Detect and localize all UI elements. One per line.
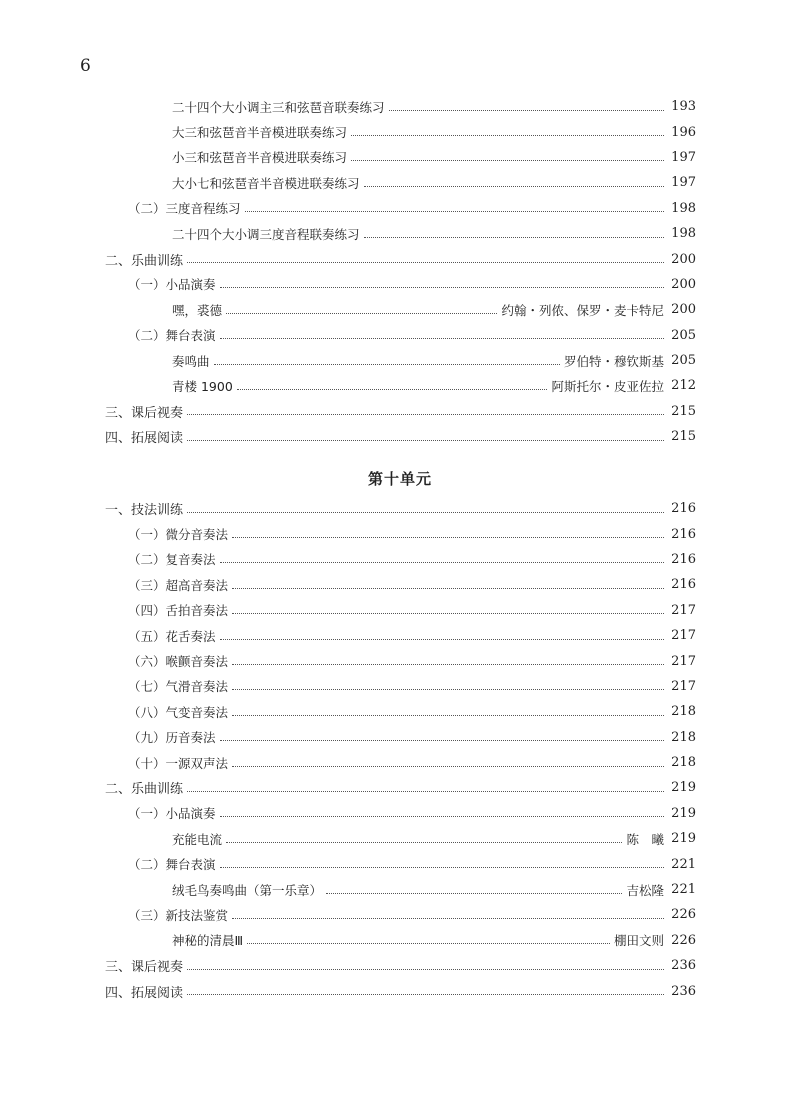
toc-entry-author: 约翰・列侬、保罗・麦卡特尼	[501, 301, 668, 319]
dot-leader	[232, 688, 664, 690]
toc-entry	[0, 877, 800, 902]
toc-entry-page: 226	[671, 932, 696, 948]
dot-leader	[247, 942, 610, 944]
toc-entry-author: 陈 曦	[626, 830, 668, 848]
toc-entry-title: （八）气变音奏法	[128, 704, 229, 720]
dot-leader	[220, 638, 664, 640]
dot-leader	[226, 312, 497, 314]
dot-leader	[220, 866, 664, 868]
toc-entry-title: 三、课后视奏	[105, 960, 184, 976]
toc-entry	[0, 699, 800, 724]
toc-entry	[0, 902, 800, 927]
toc-entry-page: 198	[671, 226, 696, 242]
toc-entry-page: 221	[671, 856, 696, 872]
toc-entry-title: 嘿，裘德	[172, 302, 223, 318]
toc-entry	[0, 94, 800, 119]
toc-entry-title: （三）超高音奏法	[128, 577, 229, 593]
dot-leader	[351, 134, 664, 136]
toc-entry-title: （六）喉颤音奏法	[128, 654, 229, 670]
toc-entry-title: （四）舌拍音奏法	[128, 603, 229, 619]
toc-entry-title: （三）新技法鉴赏	[128, 907, 229, 923]
dot-leader	[232, 765, 664, 767]
toc-entry-title: （七）气滑音奏法	[128, 679, 229, 695]
dot-leader	[220, 815, 664, 817]
toc-entry-page: 196	[671, 124, 696, 140]
toc-entry-page: 216	[671, 501, 696, 517]
toc-entry-page: 215	[671, 429, 696, 445]
dot-leader	[232, 536, 664, 538]
toc-entry	[0, 297, 800, 322]
dot-leader	[232, 714, 664, 716]
toc-entry-page: 216	[671, 526, 696, 542]
toc-entry-title: 青楼 1900	[172, 378, 233, 394]
toc-entry	[0, 119, 800, 144]
toc-entry	[0, 598, 800, 623]
toc-entry-title: 神秘的清晨Ⅲ	[172, 933, 244, 949]
toc-entry-title: （一）微分音奏法	[128, 527, 229, 543]
toc-entry	[0, 725, 800, 750]
toc-entry-page: 221	[671, 882, 696, 898]
toc-entry-title: （一）小品演奏	[128, 806, 216, 822]
toc-entry-title: （二）舞台表演	[128, 857, 216, 873]
toc-entry-title: （二）舞台表演	[128, 328, 216, 344]
toc-entry-page: 217	[671, 628, 696, 644]
dot-leader	[220, 286, 664, 288]
toc-entry-title: 大小七和弦琶音半音模进联奏练习	[172, 175, 360, 191]
toc-entry-author: 阿斯托尔・皮亚佐拉	[551, 377, 668, 395]
toc-entry-author: 棚田文则	[614, 931, 668, 949]
toc-entry	[0, 826, 800, 851]
toc-entry-author: 吉松隆	[626, 881, 668, 899]
dot-leader	[364, 236, 664, 238]
toc-entry	[0, 953, 800, 978]
dot-leader	[220, 739, 664, 741]
toc-entry-page: 218	[671, 704, 696, 720]
dot-leader	[326, 892, 622, 894]
toc-entry-title: 二、乐曲训练	[105, 253, 184, 269]
dot-leader	[187, 439, 664, 441]
toc-entry-page: 198	[671, 200, 696, 216]
toc-entry-page: 193	[671, 99, 696, 115]
toc-entry-title: 小三和弦琶音半音模进联奏练习	[172, 150, 348, 166]
toc-entry-title: （二）三度音程练习	[128, 201, 241, 217]
toc-entry	[0, 648, 800, 673]
toc-entry-page: 216	[671, 551, 696, 567]
toc-entry	[0, 521, 800, 546]
toc-entry	[0, 750, 800, 775]
toc-entry-page: 215	[671, 403, 696, 419]
toc-entry-page: 205	[671, 327, 696, 343]
dot-leader	[187, 968, 664, 970]
toc-entry-title: 四、拓展阅读	[105, 431, 184, 447]
toc-entry-page: 197	[671, 149, 696, 165]
toc-entry-title: 二、乐曲训练	[105, 782, 184, 798]
toc-entry-title: 二十四个大小调三度音程联奏练习	[172, 226, 360, 242]
toc-entry-page: 219	[671, 805, 696, 821]
toc-list-part1	[0, 94, 800, 449]
dot-leader	[237, 388, 548, 390]
toc-entry-title: 三、课后视奏	[105, 405, 184, 421]
dot-leader	[245, 210, 664, 212]
toc-entry-title: 奏鸣曲	[172, 353, 210, 369]
dot-leader	[232, 612, 664, 614]
toc-entry	[0, 775, 800, 800]
dot-leader	[351, 159, 664, 161]
toc-entry	[0, 348, 800, 373]
toc-entry	[0, 496, 800, 521]
toc-entry	[0, 928, 800, 953]
toc-entry-page: 217	[671, 602, 696, 618]
toc-entry-page: 216	[671, 577, 696, 593]
toc-entry-page: 219	[671, 831, 696, 847]
toc-entry-page: 212	[671, 378, 696, 394]
toc-entry-page: 197	[671, 175, 696, 191]
dot-leader	[232, 587, 664, 589]
toc-entry-page: 205	[671, 353, 696, 369]
dot-leader	[226, 841, 622, 843]
toc-list-part2	[0, 496, 800, 1004]
toc-entry-title: 一、技法训练	[105, 503, 184, 519]
dot-leader	[232, 663, 664, 665]
toc-entry-title: 充能电流	[172, 831, 223, 847]
dot-leader	[220, 337, 664, 339]
dot-leader	[187, 993, 664, 995]
toc-entry-page: 218	[671, 755, 696, 771]
dot-leader	[187, 413, 664, 415]
toc-entry-title: （九）历音奏法	[128, 730, 216, 746]
dot-leader	[389, 109, 664, 111]
dot-leader	[214, 363, 560, 365]
toc-entry-page: 219	[671, 780, 696, 796]
dot-leader	[187, 261, 664, 263]
toc-entry-title: （一）小品演奏	[128, 277, 216, 293]
toc-entry	[0, 373, 800, 398]
toc-entry	[0, 623, 800, 648]
page-number: 6	[80, 56, 91, 76]
toc-entry-page: 217	[671, 653, 696, 669]
toc-entry	[0, 399, 800, 424]
toc-entry	[0, 424, 800, 449]
toc-entry-page: 200	[671, 302, 696, 318]
toc-entry-title: 绒毛鸟奏鸣曲（第一乐章）	[172, 882, 323, 898]
toc-entry	[0, 547, 800, 572]
toc-entry	[0, 272, 800, 297]
toc-entry-title: 二十四个大小调主三和弦琶音联奏练习	[172, 99, 385, 115]
toc-entry-page: 200	[671, 251, 696, 267]
toc-entry	[0, 196, 800, 221]
toc-entry-page: 218	[671, 729, 696, 745]
toc-entry-page: 236	[671, 958, 696, 974]
toc-entry-page: 226	[671, 907, 696, 923]
toc-entry	[0, 801, 800, 826]
dot-leader	[364, 185, 664, 187]
toc-entry-page: 217	[671, 678, 696, 694]
toc-entry-title: 四、拓展阅读	[105, 985, 184, 1001]
section-title: 第十单元	[367, 470, 432, 488]
toc-entry-author: 罗伯特・穆钦斯基	[564, 352, 668, 370]
toc-entry-title: （五）花舌奏法	[128, 628, 216, 644]
toc-entry	[0, 572, 800, 597]
dot-leader	[187, 790, 664, 792]
toc-entry	[0, 170, 800, 195]
toc-entry	[0, 246, 800, 271]
toc-entry-title: 大三和弦琶音半音模进联奏练习	[172, 125, 348, 141]
toc-entry	[0, 674, 800, 699]
toc-entry-title: （二）复音奏法	[128, 552, 216, 568]
toc-entry	[0, 851, 800, 876]
toc-entry	[0, 221, 800, 246]
dot-leader	[232, 917, 664, 919]
dot-leader	[220, 561, 664, 563]
toc-entry	[0, 145, 800, 170]
dot-leader	[187, 511, 664, 513]
toc-entry-page: 236	[671, 983, 696, 999]
toc-entry	[0, 978, 800, 1003]
toc-entry	[0, 323, 800, 348]
toc-entry-page: 200	[671, 276, 696, 292]
toc-entry-title: （十）一源双声法	[128, 755, 229, 771]
